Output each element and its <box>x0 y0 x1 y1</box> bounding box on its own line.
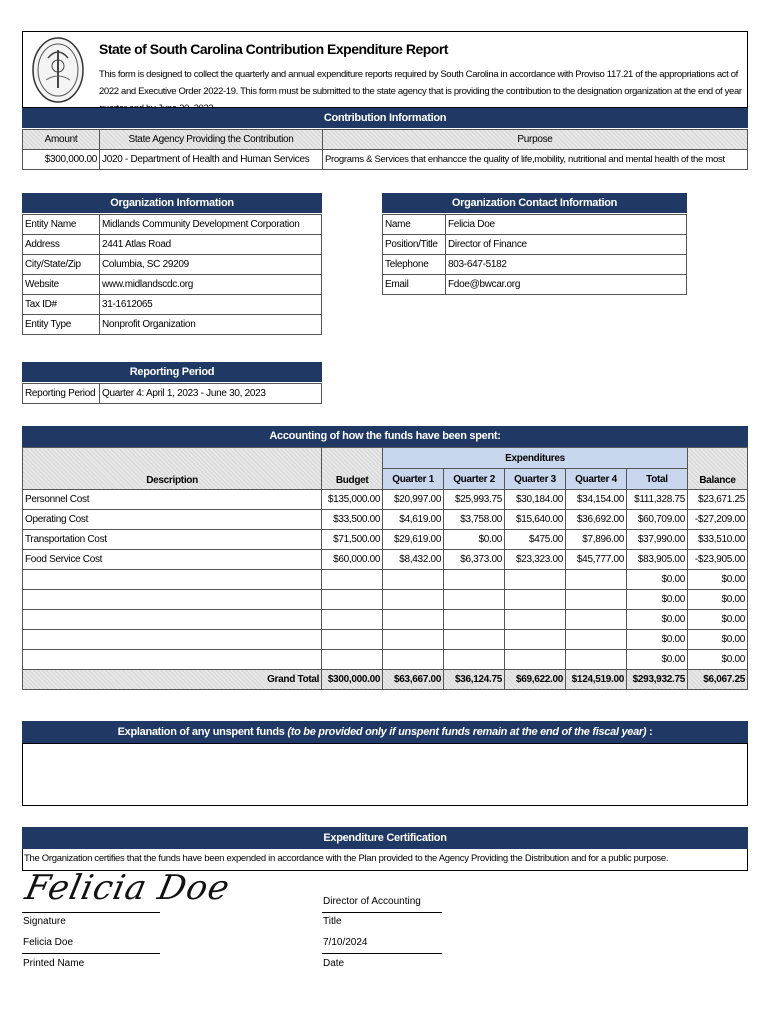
accounting-table <box>22 447 748 690</box>
signature-line <box>22 912 160 913</box>
cell-total: $0.00 <box>626 650 687 670</box>
cell-balance: $0.00 <box>687 630 747 650</box>
cell-q1: $8,432.00 <box>383 550 444 570</box>
cell-q4: $45,777.00 <box>566 550 627 570</box>
organization-table <box>22 214 322 335</box>
cell-q2: $0.00 <box>444 530 505 550</box>
cell-description <box>23 630 322 650</box>
cell-q2: $6,373.00 <box>444 550 505 570</box>
cell-q4 <box>566 630 627 650</box>
contact-heading: Organization Contact Information <box>382 193 687 213</box>
grand-total-q1: $63,667.00 <box>383 670 444 690</box>
cell-q3 <box>505 630 566 650</box>
contact-row <box>383 235 687 255</box>
table-row <box>23 630 748 650</box>
contribution-amount: $300,000.00 <box>23 150 100 170</box>
table-row <box>23 510 748 530</box>
col-total: Total <box>626 469 687 490</box>
table-row <box>23 650 748 670</box>
cell-balance: $0.00 <box>687 570 747 590</box>
cell-description: Food Service Cost <box>23 550 322 570</box>
cell-q1: $29,619.00 <box>383 530 444 550</box>
cell-q3 <box>505 610 566 630</box>
contribution-purpose: Programs & Services that enhancce the quality of life,mobility, nutritional and mental health of the most <box>323 150 748 170</box>
cell-balance: $0.00 <box>687 610 747 630</box>
cell-q2 <box>444 570 505 590</box>
cell-budget <box>322 630 383 650</box>
signature-script: Felicia Doe <box>21 868 234 908</box>
org-row <box>23 235 322 255</box>
org-label: Entity Name <box>23 215 100 235</box>
col-q4: Quarter 4 <box>566 469 627 490</box>
contact-value: Fdoe@bwcar.org <box>446 275 687 295</box>
cell-budget: $33,500.00 <box>322 510 383 530</box>
contact-label: Name <box>383 215 446 235</box>
table-row <box>23 490 748 510</box>
state-seal-icon <box>31 36 85 104</box>
contact-row <box>383 275 687 295</box>
cell-balance: $0.00 <box>687 590 747 610</box>
col-balance: Balance <box>687 448 747 490</box>
explanation-heading-main: Explanation of any unspent funds <box>117 726 288 738</box>
cell-total: $60,709.00 <box>626 510 687 530</box>
cell-q4: $34,154.00 <box>566 490 627 510</box>
cell-total: $0.00 <box>626 590 687 610</box>
report-description: This form is designed to collect the quarterly and annual expenditure reports required by South Carolina in accordance with Proviso 117.21 of the appropriations act of 2022 and Executive Order 2022-19. This form must be submitted to the state agency that is providing the contribution to the designation organization at the end of year <box>99 69 742 97</box>
cell-total: $0.00 <box>626 630 687 650</box>
contact-value: Felicia Doe <box>446 215 687 235</box>
col-amount: Amount <box>23 130 100 150</box>
table-row <box>23 570 748 590</box>
cell-q2 <box>444 590 505 610</box>
contact-value: Director of Finance <box>446 235 687 255</box>
contact-label: Position/Title <box>383 235 446 255</box>
org-value: www.midlandscdc.org <box>100 275 322 295</box>
reporting-value: Quarter 4: April 1, 2023 - June 30, 2023 <box>100 384 322 404</box>
cell-q4 <box>566 610 627 630</box>
cell-q3: $475.00 <box>505 530 566 550</box>
cell-q2 <box>444 630 505 650</box>
cell-description: Operating Cost <box>23 510 322 530</box>
date-value: 7/10/2024 <box>323 937 368 948</box>
cell-budget: $71,500.00 <box>322 530 383 550</box>
cell-q4: $7,896.00 <box>566 530 627 550</box>
col-agency: State Agency Providing the Contribution <box>100 130 323 150</box>
cell-q4: $36,692.00 <box>566 510 627 530</box>
cell-balance: $23,671.25 <box>687 490 747 510</box>
org-row <box>23 215 322 235</box>
cell-q4 <box>566 570 627 590</box>
cell-q1 <box>383 570 444 590</box>
organization-heading: Organization Information <box>22 193 322 213</box>
org-row <box>23 255 322 275</box>
reporting-table <box>22 383 322 404</box>
cell-description <box>23 610 322 630</box>
cell-budget: $135,000.00 <box>322 490 383 510</box>
org-value: Columbia, SC 29209 <box>100 255 322 275</box>
cell-balance: -$23,905.00 <box>687 550 747 570</box>
cell-total: $111,328.75 <box>626 490 687 510</box>
cell-budget <box>322 590 383 610</box>
contribution-agency: J020 - Department of Health and Human Services <box>100 150 323 170</box>
reporting-heading: Reporting Period <box>22 362 322 382</box>
cell-q3: $23,323.00 <box>505 550 566 570</box>
cell-q3: $30,184.00 <box>505 490 566 510</box>
printed-name: Felicia Doe <box>23 937 74 948</box>
table-row <box>23 610 748 630</box>
col-q3: Quarter 3 <box>505 469 566 490</box>
explanation-heading-end: : <box>646 726 653 738</box>
cell-q1: $4,619.00 <box>383 510 444 530</box>
explanation-heading-italic: (to be provided only if unspent funds remain at the end of the fiscal year) <box>287 726 647 738</box>
cell-q4 <box>566 650 627 670</box>
cell-budget <box>322 610 383 630</box>
cell-description <box>23 650 322 670</box>
contact-label: Telephone <box>383 255 446 275</box>
title-value: Director of Accounting <box>323 896 421 907</box>
grand-total-q2: $36,124.75 <box>444 670 505 690</box>
cell-q4 <box>566 590 627 610</box>
reporting-label: Reporting Period <box>23 384 100 404</box>
cell-q2: $25,993.75 <box>444 490 505 510</box>
title-label: Title <box>323 916 342 927</box>
cell-total: $37,990.00 <box>626 530 687 550</box>
cell-total: $83,905.00 <box>626 550 687 570</box>
cell-description <box>23 590 322 610</box>
cell-q1: $20,997.00 <box>383 490 444 510</box>
col-budget: Budget <box>322 448 383 490</box>
cell-balance: $0.00 <box>687 650 747 670</box>
org-value: 31-1612065 <box>100 295 322 315</box>
grand-total-total: $293,932.75 <box>626 670 687 690</box>
org-row <box>23 315 322 335</box>
org-value: Midlands Community Development Corporation <box>100 215 322 235</box>
printed-name-label: Printed Name <box>23 958 85 969</box>
report-title: State of South Carolina Contribution Expenditure Report <box>99 41 448 57</box>
report-header <box>22 31 748 108</box>
cell-budget <box>322 650 383 670</box>
col-q2: Quarter 2 <box>444 469 505 490</box>
cell-total: $0.00 <box>626 610 687 630</box>
cell-q2 <box>444 650 505 670</box>
cell-q3: $15,640.00 <box>505 510 566 530</box>
table-row <box>23 550 748 570</box>
org-row <box>23 275 322 295</box>
cell-q1 <box>383 590 444 610</box>
grand-total-q4: $124,519.00 <box>566 670 627 690</box>
cell-balance: -$27,209.00 <box>687 510 747 530</box>
contact-value: 803-647-5182 <box>446 255 687 275</box>
contribution-heading: Contribution Information <box>22 108 748 128</box>
cell-description: Personnel Cost <box>23 490 322 510</box>
table-row <box>23 530 748 550</box>
cell-q3 <box>505 590 566 610</box>
cell-description: Transportation Cost <box>23 530 322 550</box>
cell-q3 <box>505 650 566 670</box>
contact-label: Email <box>383 275 446 295</box>
date-line <box>322 953 442 954</box>
cell-q3 <box>505 570 566 590</box>
cell-q2 <box>444 610 505 630</box>
col-q1: Quarter 1 <box>383 469 444 490</box>
cell-balance: $33,510.00 <box>687 530 747 550</box>
cell-total: $0.00 <box>626 570 687 590</box>
certification-statement-text: The Organization certifies that the funds have been expended in accordance with the Plan provided to the Agency Providing the Distribution and for a public purpose. <box>24 853 669 864</box>
accounting-heading: Accounting of how the funds have been spent: <box>22 426 748 447</box>
grand-total-label: Grand Total <box>23 670 322 690</box>
cell-q1 <box>383 650 444 670</box>
org-label: Tax ID# <box>23 295 100 315</box>
cell-q1 <box>383 610 444 630</box>
org-label: Address <box>23 235 100 255</box>
cell-q2: $3,758.00 <box>444 510 505 530</box>
cell-budget <box>322 570 383 590</box>
table-row <box>23 590 748 610</box>
signature-label: Signature <box>23 916 66 927</box>
org-label: Entity Type <box>23 315 100 335</box>
grand-total-budget: $300,000.00 <box>322 670 383 690</box>
grand-total-row <box>23 670 748 690</box>
contact-table <box>382 214 687 295</box>
title-line <box>322 912 442 913</box>
contribution-table <box>22 129 748 170</box>
org-row <box>23 295 322 315</box>
explanation-box[interactable] <box>22 743 748 806</box>
cell-budget: $60,000.00 <box>322 550 383 570</box>
explanation-heading <box>22 721 748 743</box>
date-label: Date <box>323 958 345 969</box>
expenditures-label: Expenditures <box>383 448 688 469</box>
grand-total-q3: $69,622.00 <box>505 670 566 690</box>
org-value: 2441 Atlas Road <box>100 235 322 255</box>
org-label: Website <box>23 275 100 295</box>
contact-row <box>383 215 687 235</box>
col-description: Description <box>23 448 322 490</box>
printed-name-line <box>22 953 160 954</box>
contact-row <box>383 255 687 275</box>
grand-total-balance: $6,067.25 <box>687 670 747 690</box>
col-purpose: Purpose <box>323 130 748 150</box>
certification-heading: Expenditure Certification <box>22 827 748 849</box>
org-value: Nonprofit Organization <box>100 315 322 335</box>
cell-description <box>23 570 322 590</box>
org-label: City/State/Zip <box>23 255 100 275</box>
cell-q1 <box>383 630 444 650</box>
